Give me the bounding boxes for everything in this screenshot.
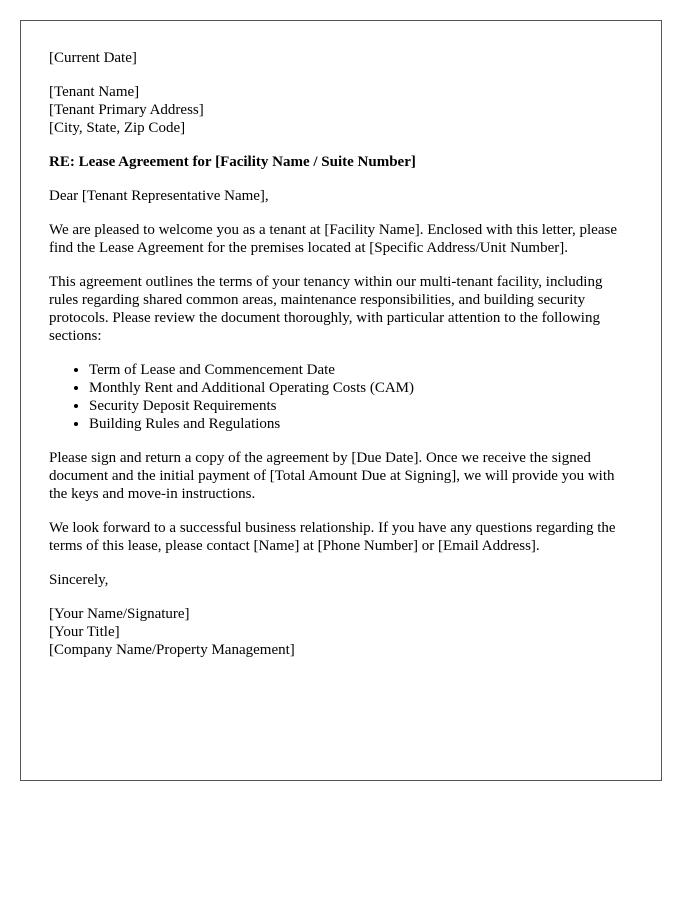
list-item: • Monthly Rent and Additional Operating Costs (CAM) bbox=[89, 379, 633, 397]
list-item: • Building Rules and Regulations bbox=[89, 415, 633, 433]
paragraph-agreement: This agreement outlines the terms of your tenancy within our multi-tenant facility, including rules regarding shared common areas, maintenance responsibilities, and building security protocols. Please review the document thoroughly, with particular attention to the following sections: bbox=[49, 274, 603, 344]
signer-company: [Company Name/Property Management] bbox=[49, 642, 295, 658]
sections-list bbox=[49, 361, 633, 433]
closing: Sincerely, bbox=[49, 572, 109, 588]
letter-date: [Current Date] bbox=[49, 50, 137, 66]
paragraph-welcome: We are pleased to welcome you as a tenant at [Facility Name]. Enclosed with this letter, please find the Lease Agreement for the premises located at [Specific Address/Unit Number]. bbox=[49, 222, 617, 256]
paragraph-contact: We look forward to a successful business relationship. If you have any questions regarding the terms of this lease, please contact [Name] at [Phone Number] or [Email Address]. bbox=[49, 520, 616, 554]
list-item: • Security Deposit Requirements bbox=[89, 397, 633, 415]
signer-title: [Your Title] bbox=[49, 624, 120, 640]
letter-page bbox=[20, 20, 662, 781]
tenant-address: [Tenant Primary Address] bbox=[49, 102, 204, 118]
signer-name: [Your Name/Signature] bbox=[49, 606, 190, 622]
salutation: Dear [Tenant Representative Name], bbox=[49, 188, 269, 204]
paragraph-sign-return: Please sign and return a copy of the agreement by [Due Date]. Once we receive the signed document and the initial payment of [Total Amount Due at Signing], we will provide you with the keys and move-in instructions. bbox=[49, 450, 615, 502]
list-item: • Term of Lease and Commencement Date bbox=[89, 361, 633, 379]
signature-block bbox=[49, 605, 633, 659]
subject-line: RE: Lease Agreement for [Facility Name / Suite Number] bbox=[49, 154, 416, 170]
recipient-address bbox=[49, 83, 633, 137]
tenant-name: [Tenant Name] bbox=[49, 84, 140, 100]
tenant-city: [City, State, Zip Code] bbox=[49, 120, 186, 136]
